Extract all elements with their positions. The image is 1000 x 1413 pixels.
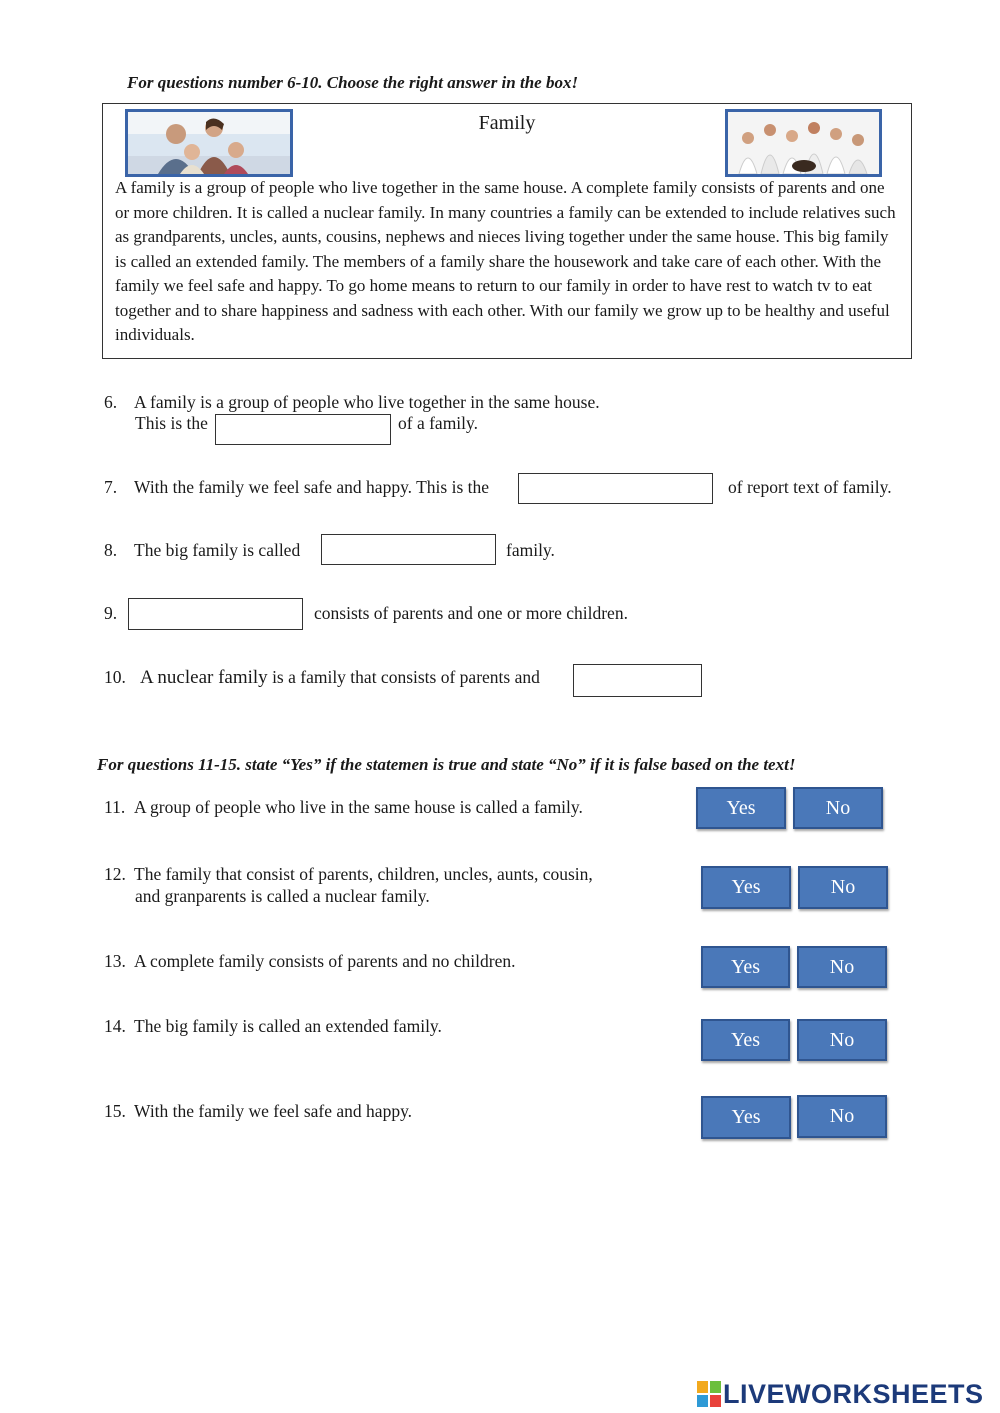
question-6 <box>104 392 600 413</box>
question-9-number: 9. <box>104 603 118 623</box>
question-number: 12. <box>104 864 126 884</box>
yes-button-11[interactable]: Yes <box>696 787 786 829</box>
question-number: 15. <box>104 1101 126 1121</box>
instructions-6-10: For questions number 6-10. Choose the right answer in the box! <box>127 73 579 92</box>
question-number: 11. <box>104 797 126 817</box>
question-10 <box>104 667 540 689</box>
answer-input-6[interactable] <box>215 414 391 445</box>
question-number: 8. <box>104 540 118 560</box>
question-number: 14. <box>104 1016 126 1036</box>
no-button-12[interactable]: No <box>798 866 888 909</box>
yes-button-13[interactable]: Yes <box>701 946 790 988</box>
no-button-11[interactable]: No <box>793 787 883 829</box>
question-text: The big family is called an extended family. <box>134 1016 442 1036</box>
question-text: is a family that consists of parents and <box>272 667 540 687</box>
question-number: 6. <box>104 392 118 412</box>
liveworksheets-logo-icon <box>697 1381 721 1407</box>
question-number: 13. <box>104 951 126 971</box>
passage-title: Family <box>478 112 536 134</box>
answer-input-9[interactable] <box>128 598 303 630</box>
question-12-line-2: and granparents is called a nuclear family. <box>135 886 430 906</box>
no-button-13[interactable]: No <box>797 946 887 988</box>
question-text: The family that consist of parents, children, uncles, aunts, cousin, <box>134 864 593 884</box>
no-button-14[interactable]: No <box>797 1019 887 1061</box>
question-9-suffix: consists of parents and one or more children. <box>314 603 628 623</box>
question-8 <box>104 540 300 561</box>
question-6-line-2: This is the <box>135 413 208 433</box>
question-8-suffix: family. <box>506 540 555 560</box>
question-term: A nuclear family <box>140 667 268 688</box>
question-text: The big family is called <box>134 540 301 560</box>
logo-text: LIVEWORKSHEETS <box>723 1378 984 1409</box>
passage-text: A family is a group of people who live together in the same house. A complete family consists of parents and one or more children. It is called a nuclear family. In many countries a family can be extended to include relatives such as grandparents, uncles, aunts, cousins, nephews and nieces living together under the same house. This big family is called an extended family. The members of a family share the housework and take care of each other. With the family we feel safe and happy. To go home means to return to our family in order to have rest to watch tv to eat together and to share happiness and sadness with each other. With our family we grow up to be healthy and useful individuals. <box>115 178 896 344</box>
question-text: A group of people who live in the same house is called a family. <box>134 797 583 817</box>
yes-button-12[interactable]: Yes <box>701 866 791 909</box>
question-number: 7. <box>104 477 118 497</box>
question-number: 10. <box>104 667 126 687</box>
question-text: With the family we feel safe and happy. <box>134 1101 413 1121</box>
liveworksheets-logo <box>697 1378 984 1410</box>
question-text: A family is a group of people who live together in the same house. <box>134 392 600 412</box>
question-7-suffix: of report text of family. <box>728 477 892 497</box>
answer-input-10[interactable] <box>573 664 702 697</box>
question-12 <box>104 864 593 885</box>
family-photo-right <box>725 109 882 177</box>
answer-input-8[interactable] <box>321 534 496 565</box>
reading-text-box <box>102 103 912 359</box>
instructions-11-15: For questions 11-15. state “Yes” if the statemen is true and state “No” if it is false based on the text! <box>97 755 796 774</box>
question-15 <box>104 1101 412 1122</box>
question-text: A complete family consists of parents and no children. <box>134 951 516 971</box>
question-7 <box>104 477 489 498</box>
yes-button-15[interactable]: Yes <box>701 1096 791 1139</box>
question-14 <box>104 1016 442 1037</box>
yes-button-14[interactable]: Yes <box>701 1019 790 1061</box>
question-text: With the family we feel safe and happy. This is the <box>134 477 490 497</box>
question-13 <box>104 951 516 972</box>
question-6-suffix: of a family. <box>398 413 479 433</box>
answer-input-7[interactable] <box>518 473 713 504</box>
no-button-15[interactable]: No <box>797 1095 887 1138</box>
question-11 <box>104 797 583 818</box>
